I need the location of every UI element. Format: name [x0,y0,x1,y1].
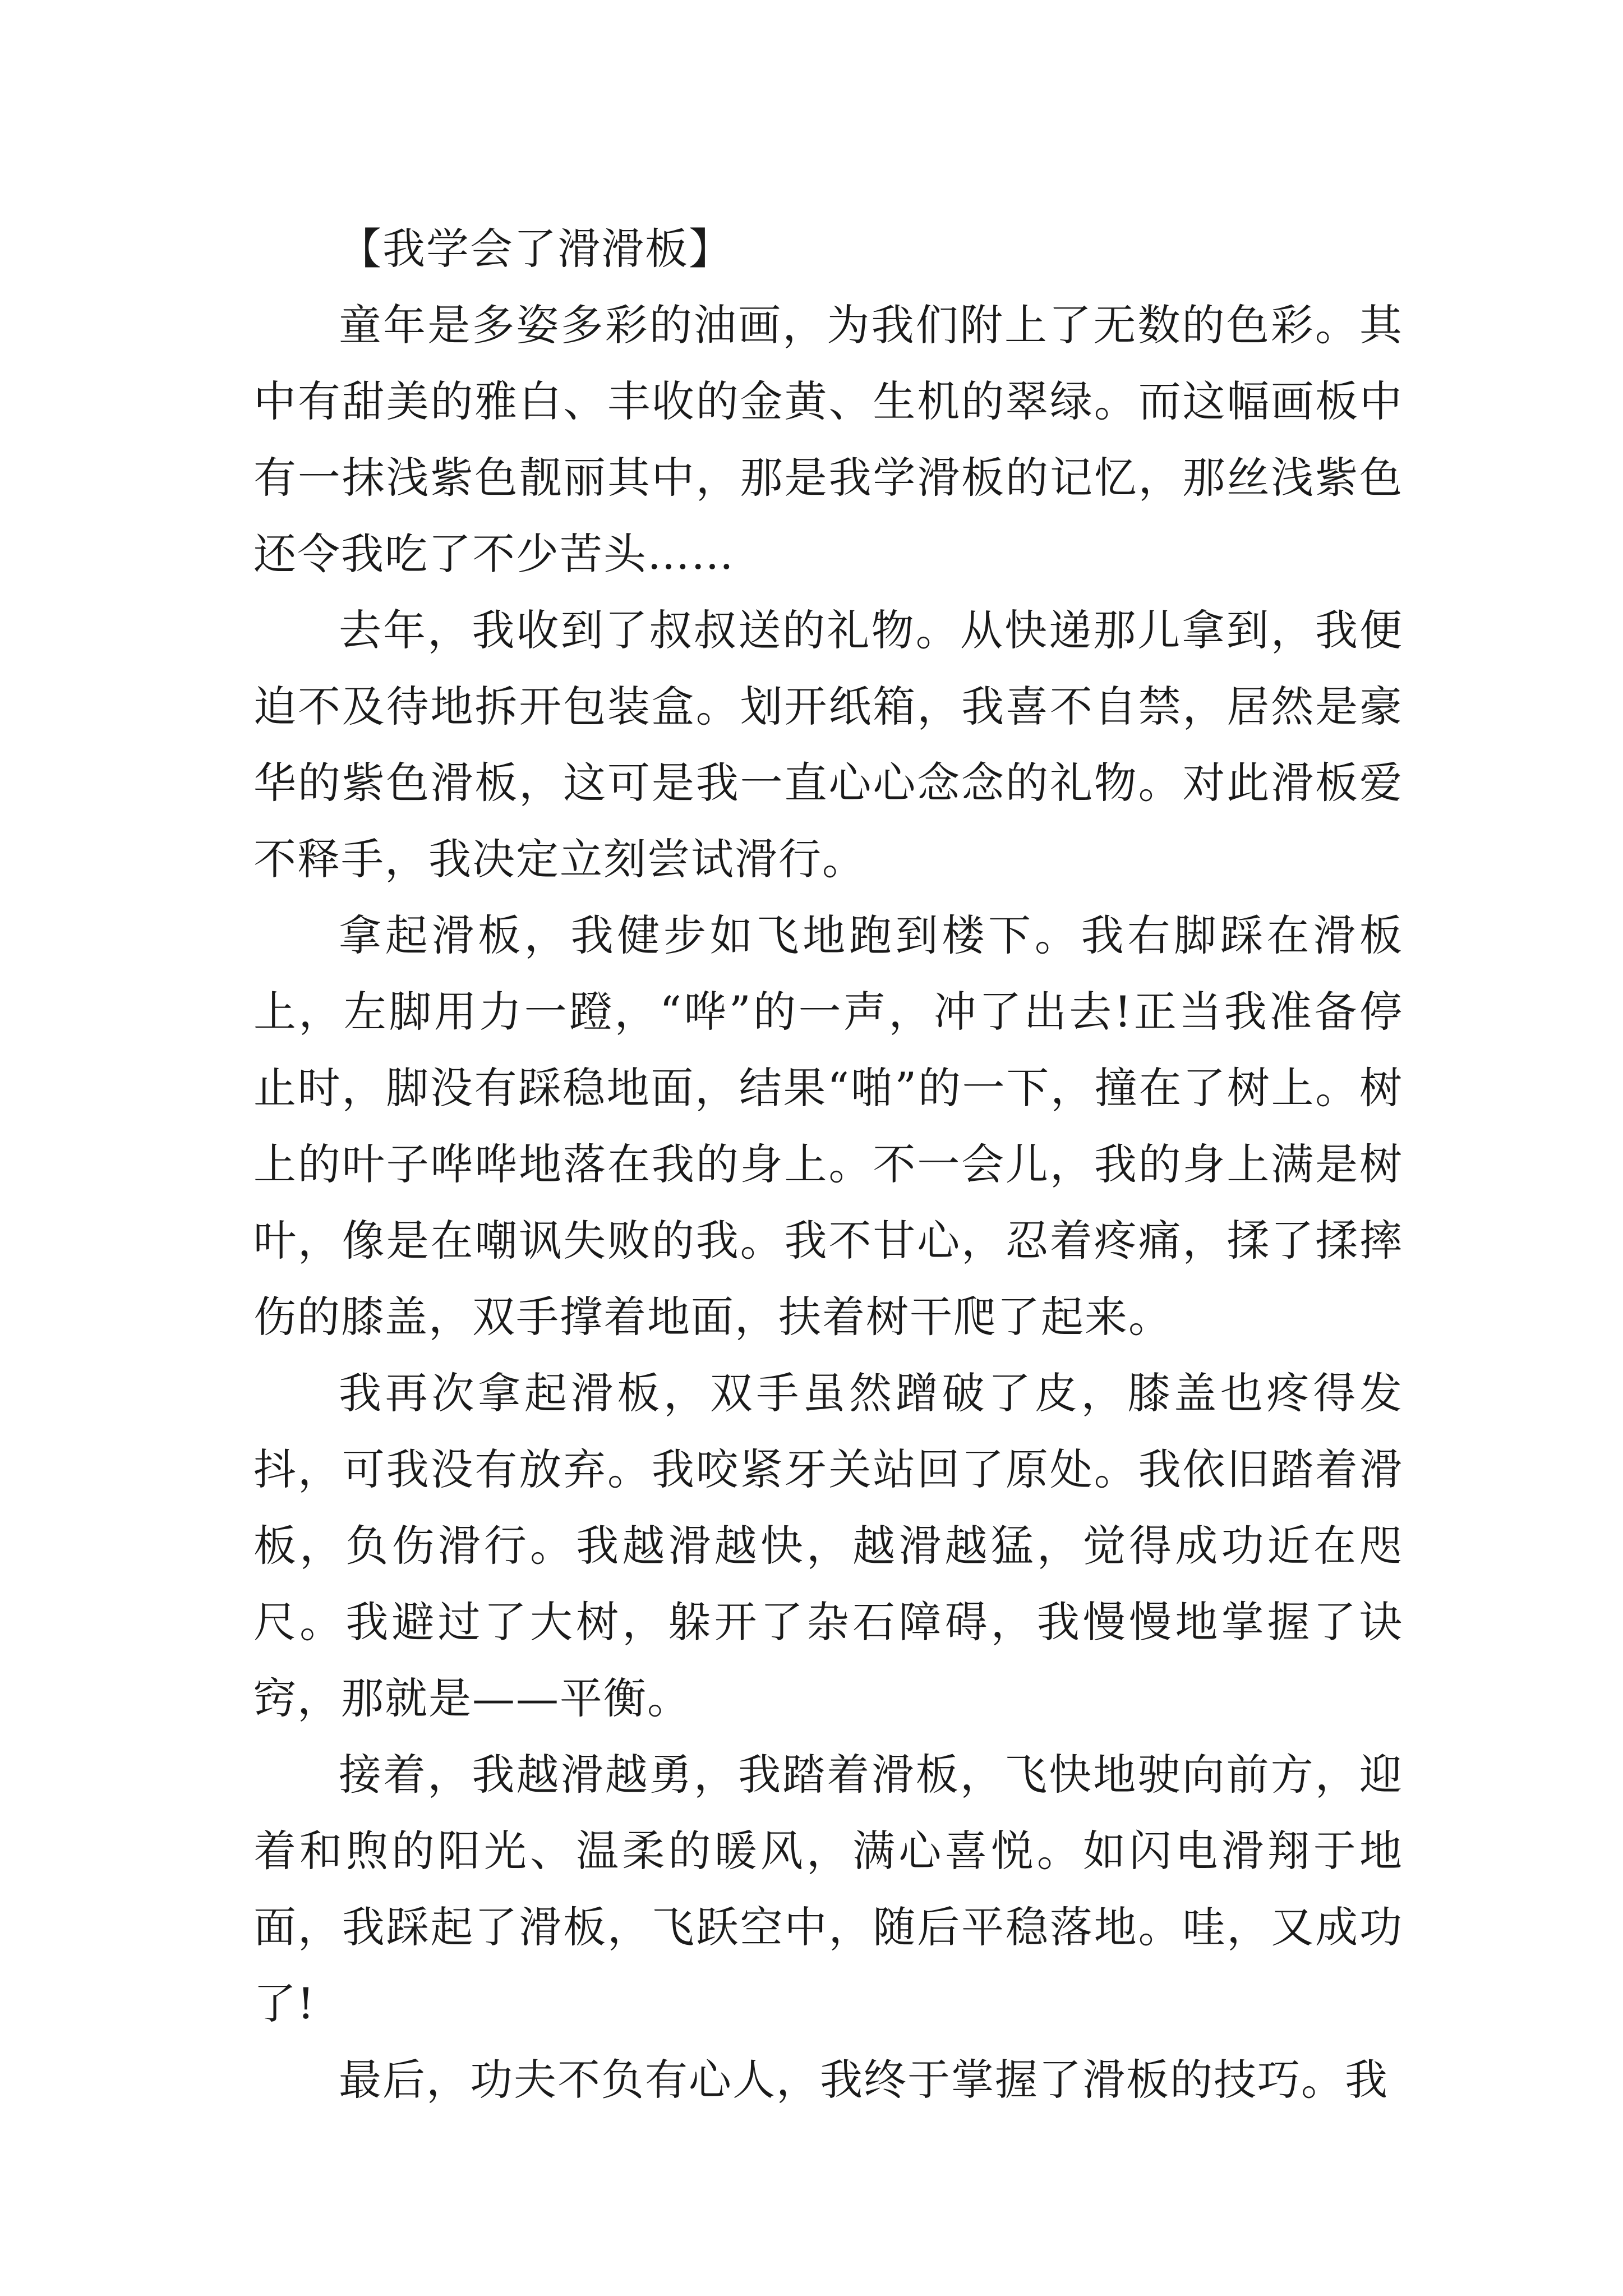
paragraph-2: 去年，我收到了叔叔送的礼物。从快递那儿拿到，我便迫不及待地拆开包装盒。划开纸箱，我喜不自禁，居然是豪华的紫色滑板，这可是我一直心心念念的礼物。对此滑板爱不释手，我决定立刻尝试滑行。 [253,605,1403,884]
paragraph-5: 接着，我越滑越勇，我踏着滑板，飞快地驶向前方，迎着和煦的阳光、温柔的暖风，满心喜悦。如闪电滑翔于地面，我踩起了滑板，飞跃空中，随后平稳落地。哇，又成功了! [253,1750,1403,2028]
paragraph-3: 拿起滑板，我健步如飞地跑到楼下。我右脚踩在滑板上，左脚用力一蹬，“哗”的一声，冲了出去!正当我准备停止时，脚没有踩稳地面，结果“啪”的一下，撞在了树上。树上的叶子哗哗地落在我的身上。不一会儿，我的身上满是树叶，像是在嘲讽失败的我。我不甘心，忍着疼痛，揉了揉摔伤的膝盖，双手撑着地面，扶着树干爬了起来。 [253,910,1403,1342]
paragraph-6: 最后，功夫不负有心人，我终于掌握了滑板的技巧。我 [339,2055,1389,2105]
paragraph-4: 我再次拿起滑板，双手虽然蹭破了皮，膝盖也疼得发抖，可我没有放弃。我咬紧牙关站回了原处。我依旧踏着滑板，负伤滑行。我越滑越快，越滑越猛，觉得成功近在咫尺。我避过了大树，躲开了杂石障碍，我慢慢地掌握了诀窍，那就是——平衡。 [253,1368,1403,1723]
essay-body [253,211,1403,2118]
paragraph-1: 童年是多姿多彩的油画，为我们附上了无数的色彩。其中有甜美的雅白、丰收的金黄、生机的翠绿。而这幅画板中有一抹浅紫色靓丽其中，那是我学滑板的记忆，那丝浅紫色还令我吃了不少苦头…… [253,300,1403,579]
essay-title: 【我学会了滑滑板】 [339,224,732,274]
